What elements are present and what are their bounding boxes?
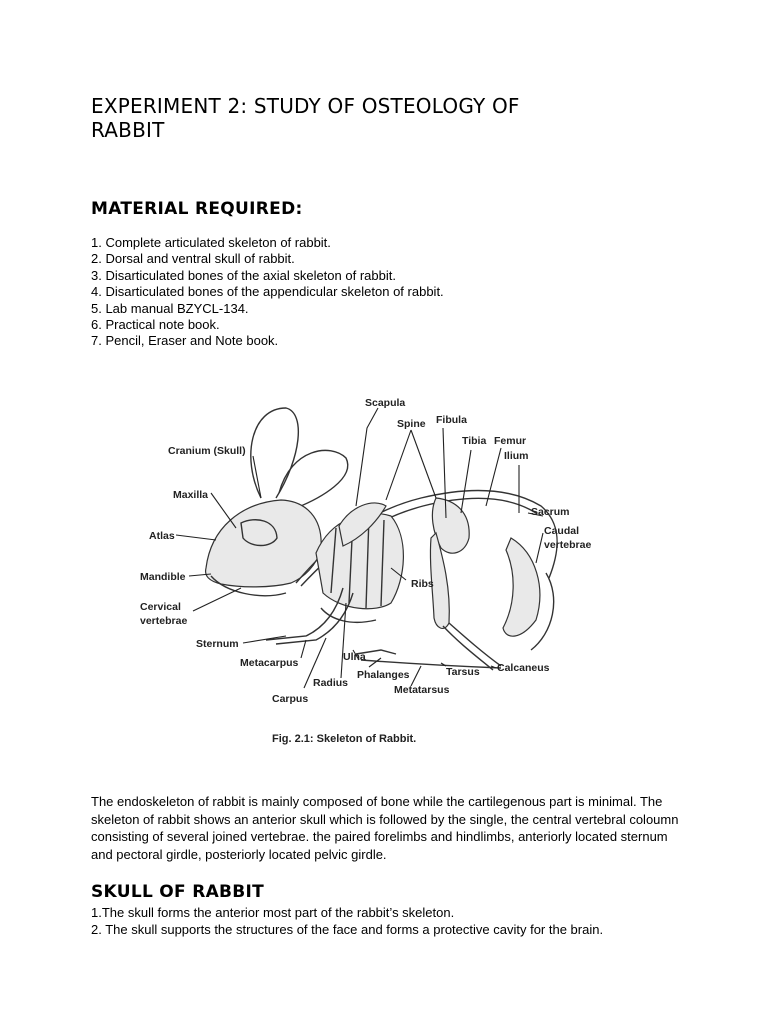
rabbit-skeleton-diagram [91, 388, 641, 753]
label-phalanges: Phalanges [357, 669, 410, 681]
ear-outline [279, 450, 348, 508]
label-line [211, 493, 236, 528]
label-line [461, 450, 471, 513]
figure-caption: Fig. 2.1: Skeleton of Rabbit. [272, 733, 417, 745]
label-carpus: Carpus [272, 693, 309, 705]
label-scapula: Scapula [365, 397, 406, 409]
label-line [301, 640, 306, 658]
label-line [243, 636, 286, 643]
list-item: 5. Lab manual BZYCL-134. [91, 300, 249, 316]
list-item: 3. Disarticulated bones of the axial skeleton of rabbit. [91, 267, 396, 283]
list-item: 4. Disarticulated bones of the appendicular skeleton of rabbit. [91, 284, 444, 300]
label-atlas: Atlas [149, 530, 175, 542]
label-ulna: Ulna [343, 651, 366, 663]
label-line [356, 408, 378, 506]
label-line [176, 535, 216, 540]
label-spine: Spine [397, 418, 426, 430]
label-line [536, 533, 543, 563]
label-caudal-vertebrae: vertebrae [544, 539, 592, 551]
label-line [411, 666, 421, 686]
intro-paragraph: The endoskeleton of rabbit is mainly composed of bone while the cartilegenous part is minimal. The skeleton of rabbit shows an anterior skull which is followed by the single, the central vertebral coloumn consisting of several joined vertebrae. the paired forelimbs and hindlimbs, anteriorly located sternum and pectoral girdle, posteriorly located pelvic girdle. [91, 794, 679, 862]
label-mandible: Mandible [140, 571, 186, 583]
label-line [411, 430, 436, 498]
document-title: EXPERIMENT 2: STUDY OF OSTEOLOGY OF RABBIT [91, 94, 520, 142]
label-ilium: Ilium [504, 450, 529, 462]
list-item: 1.The skull forms the anterior most part of the rabbit’s skeleton. [91, 905, 455, 920]
label-tibia: Tibia [462, 435, 487, 447]
label-femur: Femur [494, 435, 527, 447]
label-sacrum: Sacrum [531, 506, 570, 518]
label-line [486, 448, 501, 506]
material-heading: MATERIAL REQUIRED: [91, 199, 303, 219]
label-cranium: Cranium (Skull) [168, 445, 246, 457]
label-radius: Radius [313, 677, 349, 689]
materials-list [91, 235, 444, 350]
label-caudal: Caudal [544, 525, 580, 537]
list-item: 2. The skull supports the structures of the face and forms a protective cavity for the brain. [91, 922, 604, 937]
label-calcaneus: Calcaneus [497, 662, 550, 674]
skull-points [91, 904, 691, 938]
label-line [386, 430, 411, 500]
label-tarsus: Tarsus [446, 666, 480, 678]
label-cervical: Cervical [140, 601, 181, 613]
fibula-bone [443, 626, 493, 670]
label-line [369, 658, 381, 667]
hind-foot-bone [361, 660, 501, 668]
label-fibula: Fibula [436, 414, 467, 426]
label-maxilla: Maxilla [173, 489, 209, 501]
label-ribs: Ribs [411, 578, 434, 590]
label-metatarsus: Metatarsus [394, 684, 450, 696]
list-item: 1. Complete articulated skeleton of rabbit. [91, 235, 331, 250]
sternum-bone [321, 608, 376, 622]
skull-heading: SKULL OF RABBIT [91, 882, 265, 902]
label-vertebrae: vertebrae [140, 615, 188, 627]
caudal-vertebrae-bone [503, 538, 540, 636]
list-item: 2. Dorsal and ventral skull of rabbit. [91, 251, 295, 267]
label-metacarpus: Metacarpus [240, 657, 299, 669]
label-line [253, 456, 261, 498]
label-line [193, 588, 241, 611]
label-sternum: Sternum [196, 638, 239, 650]
list-item: 6. Practical note book. [91, 317, 220, 333]
list-item: 7. Pencil, Eraser and Note book. [91, 333, 279, 349]
rabbit-skeleton-figure [91, 388, 641, 753]
tibia-bone [449, 623, 501, 666]
